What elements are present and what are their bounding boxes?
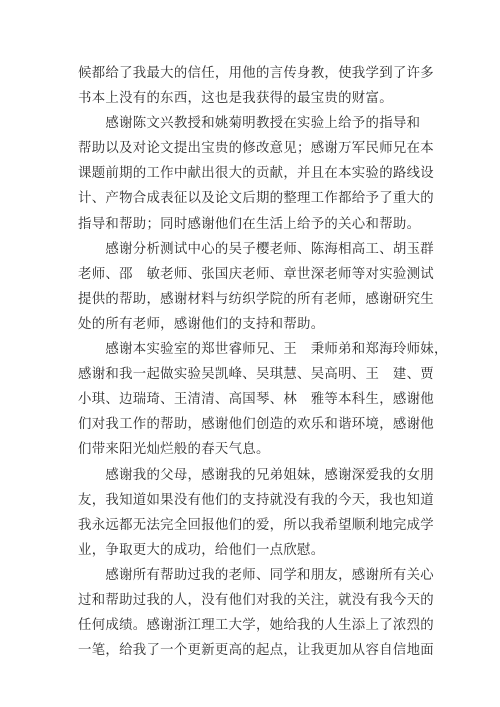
text-line: 感谢我的父母，感谢我的兄弟姐妹，感谢深爱我的女朋 (78, 467, 434, 483)
acknowledgement-text (78, 61, 448, 663)
text-line: 计、产物合成表征以及论文后期的整理工作都给予了重大的 (78, 191, 434, 207)
text-line: 感谢所有帮助过我的老师、同学和朋友，感谢所有关心 (78, 567, 434, 583)
text-line: 小琪、边瑞琦、王清清、高国琴、林 雅等本科生，感谢他 (78, 392, 434, 408)
text-line: 老师、邵 敏老师、张国庆老师、章世深老师等对实验测试 (78, 266, 434, 282)
text-line: 提供的帮助，感谢材料与纺织学院的所有老师，感谢研究生 (78, 291, 434, 307)
text-line: 处的所有老师，感谢他们的支持和帮助。 (78, 316, 325, 332)
text-line: 感谢分析测试中心的吴子樱老师、陈海相高工、胡玉群 (78, 241, 434, 257)
text-line: 感谢和我一起做实验吴凯峰、吴琪慧、吴高明、王 建、贾 (78, 367, 434, 383)
text-line: 课题前期的工作中献出很大的贡献，并且在本实验的路线设 (78, 166, 434, 182)
text-line: 候都给了我最大的信任，用他的言传身教，使我学到了许多 (78, 66, 434, 81)
text-line: 过和帮助过我的人，没有他们对我的关注，就没有我今天的 (78, 592, 434, 608)
text-line: 任何成绩。感谢浙江理工大学，她给我的人生添上了浓烈的 (78, 618, 434, 634)
text-line: 友，我知道如果没有他们的支持就没有我的今天，我也知道 (78, 492, 434, 508)
text-line: 帮助以及对论文提出宝贵的修改意见；感谢万军民师兄在本 (78, 141, 434, 157)
text-line: 感谢陈文兴教授和姚菊明教授在实验上给予的指导和 (78, 116, 421, 132)
text-line: 们带来阳光灿烂般的春天气息。 (78, 442, 270, 458)
text-line: 们对我工作的帮助，感谢他们创造的欢乐和谐环境，感谢他 (78, 417, 434, 433)
text-line: 指导和帮助；同时感谢他们在生活上给予的关心和帮助。 (78, 216, 421, 232)
text-line: 书本上没有的东西，这也是我获得的最宝贵的财富。 (78, 91, 393, 107)
text-line: 感谢本实验室的郑世睿师兄、王 秉师弟和郑海玲师妹， (78, 342, 448, 358)
text-line: 我永远都无法完全回报他们的爱，所以我希望顺利地完成学 (78, 517, 434, 533)
text-line: 一笔，给我了一个更新更高的起点，让我更加从容自信地面 (78, 643, 434, 659)
text-line: 业，争取更大的成功，给他们一点欣慰。 (78, 542, 325, 558)
